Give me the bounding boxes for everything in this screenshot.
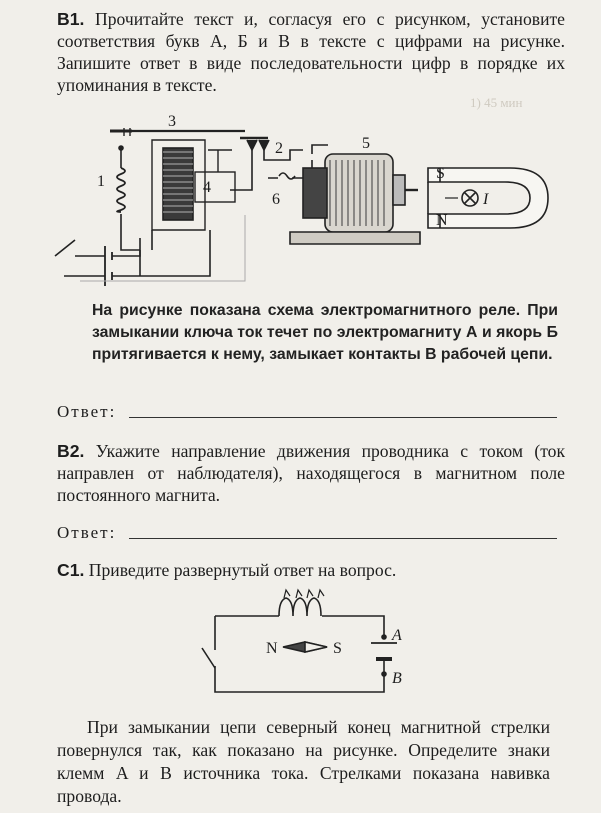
task-b2-text: Укажите направление движения проводника с током (ток направлен от наблюдателя), находящегося в магнитном поле постоянного магнита.: [57, 441, 566, 505]
needle-label-n: N: [266, 640, 278, 657]
label-n: N: [436, 212, 448, 229]
task-b1-label: B1.: [57, 9, 85, 29]
label-6: 6: [272, 191, 280, 208]
c1-description: При замыкании цепи северный конец магнитной стрелки повернулся так, как показано на рисунке. Определите знаки клемм A и B источника тока. Стрелками показана навивка провода.: [57, 717, 550, 806]
task-b1-text: Прочитайте текст и, согласуя его с рисунком, установите соответствия букв А, Б и В в тексте с цифрами на рисунке. Запишите ответ в виде последовательности цифр в порядке их упоминания в тексте.: [57, 9, 565, 95]
relay-description: На рисунке показана схема электромагнитного реле. При замыкании ключа ток течет по электромагниту А и якорь Б притягивается к нему, замыкает контакты В рабочей цепи.: [92, 302, 558, 363]
label-5: 5: [362, 135, 370, 152]
terminal-label-b: B: [392, 670, 402, 687]
label-1: 1: [97, 173, 105, 190]
answer-b1-label: Ответ:: [57, 402, 117, 421]
answer-b2-label: Ответ:: [57, 523, 117, 542]
winding-arrows: [279, 590, 324, 616]
label-2: 2: [275, 140, 283, 157]
task-c1-label: C1.: [57, 560, 85, 580]
bleed-through: 1) 45 мин: [470, 95, 523, 110]
task-c1-text: Приведите развернутый ответ на вопрос.: [88, 560, 397, 580]
task-b2-label: B2.: [57, 441, 85, 461]
terminal-label-a: A: [392, 627, 402, 644]
needle-label-s: S: [333, 640, 342, 657]
label-4: 4: [203, 179, 211, 196]
magnetic-needle: [283, 642, 327, 652]
label-i: I: [483, 191, 489, 208]
label-3: 3: [168, 113, 176, 130]
label-s: S: [436, 165, 445, 182]
